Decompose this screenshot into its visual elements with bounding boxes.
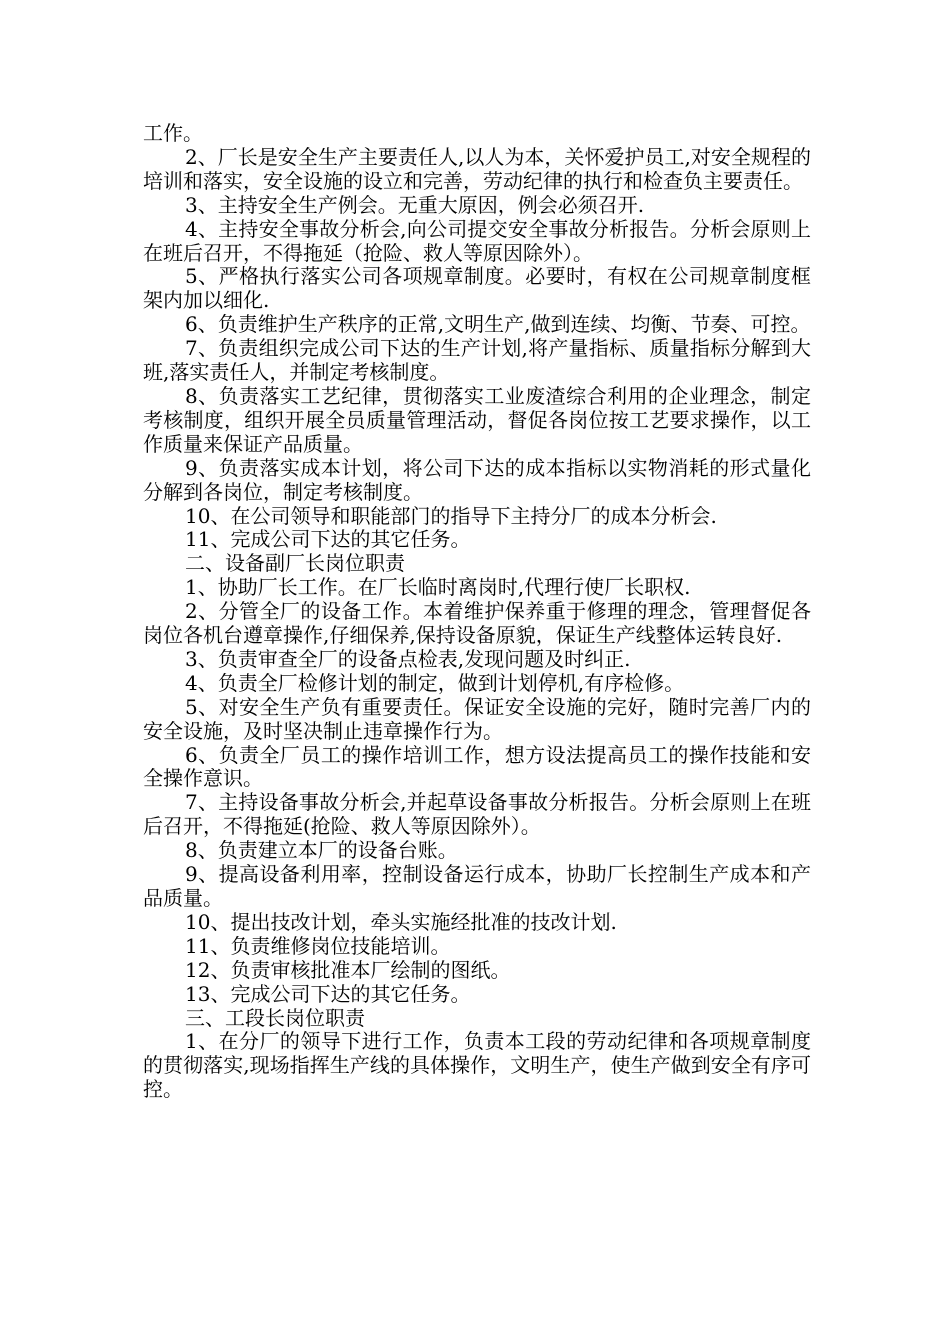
document-page [143, 122, 811, 1102]
paragraph: 6、负责维护生产秩序的正常,文明生产,做到连续、均衡、节奏、可控。 [185, 312, 811, 337]
paragraph: 3、主持安全生产例会。无重大原因，例会必须召开. [185, 192, 645, 217]
paragraph: 7、主持设备事故分析会,并起草设备事故分析报告。分析会原则上在班后召开，不得拖延(抢险、救人等原因除外）。 [143, 790, 811, 839]
paragraph: 4、负责全厂检修计划的制定，做到计划停机,有序检修。 [185, 670, 685, 695]
paragraph: 1、在分厂的领导下进行工作，负责本工段的劳动纪律和各项规章制度的贯彻落实,现场指挥生产线的具体操作，文明生产，使生产做到安全有序可控。 [143, 1029, 811, 1102]
section-heading: 三、工段长岗位职责 [185, 1005, 365, 1030]
paragraph: 3、负责审查全厂的设备点检表,发现问题及时纠正. [185, 646, 631, 671]
paragraph: 10、在公司领导和职能部门的指导下主持分厂的成本分析会. [185, 503, 717, 528]
paragraph: 1、协助厂长工作。在厂长临时离岗时,代理行使厂长职权. [185, 575, 691, 600]
paragraph: 8、负责落实工艺纪律，贯彻落实工业废渣综合利用的企业理念，制定考核制度，组织开展全员质量管理活动，督促各岗位按工艺要求操作，以工作质量来保证产品质量。 [143, 383, 811, 456]
paragraph: 11、负责维修岗位技能培训。 [185, 933, 451, 958]
paragraph: 10、提出技改计划，牵头实施经批准的技改计划. [185, 909, 617, 934]
paragraph: 13、完成公司下达的其它任务。 [185, 981, 471, 1006]
paragraph: 5、严格执行落实公司各项规章制度。必要时，有权在公司规章制度框架内加以细化. [143, 264, 811, 313]
paragraph: 5、对安全生产负有重要责任。保证安全设施的完好，随时完善厂内的安全设施，及时坚决制止违章操作行为。 [143, 694, 811, 743]
paragraph: 6、负责全厂员工的操作培训工作，想方设法提高员工的操作技能和安全操作意识。 [143, 742, 811, 791]
paragraph: 2、厂长是安全生产主要责任人,以人为本，关怀爱护员工,对安全规程的培训和落实，安全设施的设立和完善，劳动纪律的执行和检查负主要责任。 [143, 144, 811, 193]
paragraph: 2、分管全厂的设备工作。本着维护保养重于修理的理念，管理督促各岗位各机台遵章操作,仔细保养,保持设备原貌，保证生产线整体运转良好. [143, 599, 811, 648]
paragraph: 12、负责审核批准本厂绘制的图纸。 [185, 957, 511, 982]
paragraph: 工作。 [143, 121, 203, 145]
paragraph: 9、提高设备利用率，控制设备运行成本，协助厂长控制生产成本和产品质量。 [143, 862, 811, 910]
paragraph: 11、完成公司下达的其它任务。 [185, 527, 471, 552]
paragraph: 7、负责组织完成公司下达的生产计划,将产量指标、质量指标分解到大班,落实责任人，并制定考核制度。 [143, 336, 811, 385]
section-heading: 二、设备副厂长岗位职责 [185, 551, 405, 576]
paragraph: 4、主持安全事故分析会,向公司提交安全事故分析报告。分析会原则上在班后召开，不得拖延（抢险、救人等原因除外）。 [143, 216, 811, 265]
paragraph: 9、负责落实成本计划，将公司下达的成本指标以实物消耗的形式量化分解到各岗位，制定考核制度。 [143, 455, 811, 504]
paragraph: 8、负责建立本厂的设备台账。 [185, 838, 458, 863]
